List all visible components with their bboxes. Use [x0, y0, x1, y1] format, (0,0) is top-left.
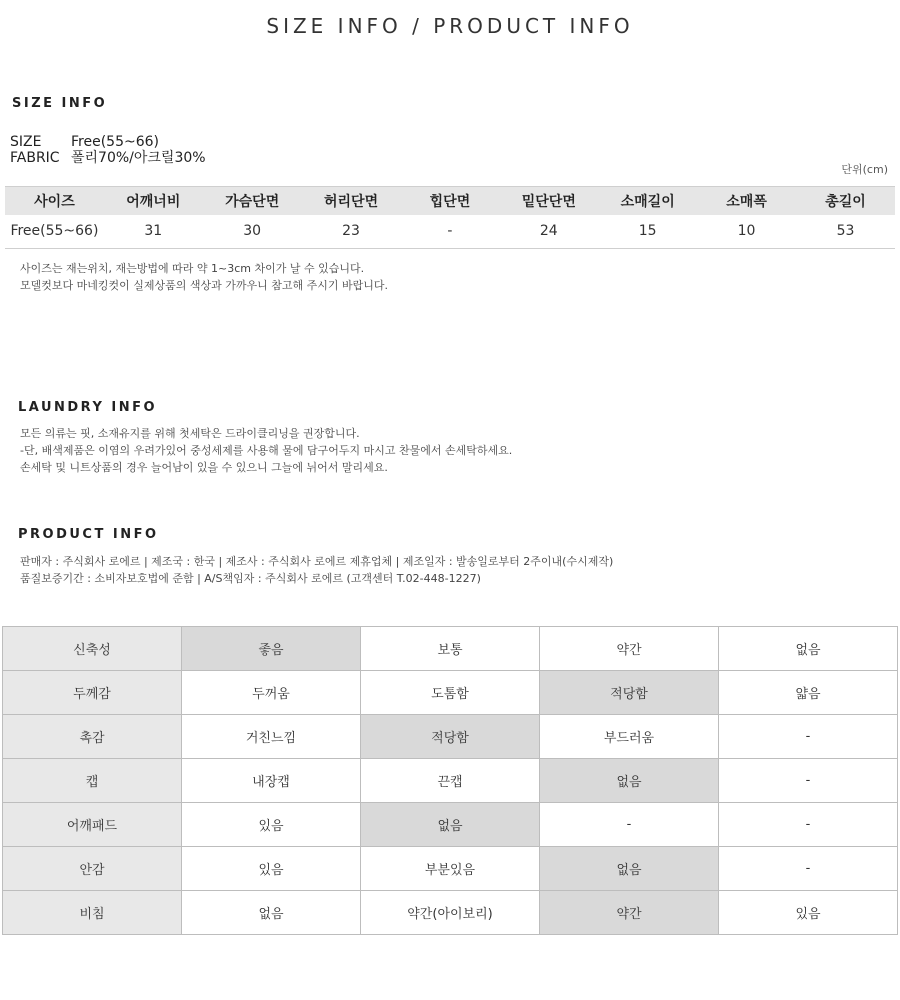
attribute-option: 끈캡 [361, 759, 540, 803]
size-value: Free(55~66) [71, 134, 159, 150]
size-header-cell: 허리단면 [302, 187, 401, 215]
fabric-spec [10, 150, 206, 166]
size-cell: 31 [104, 215, 203, 249]
laundry-line: -단, 배색제품은 이염의 우려가있어 중성세제를 사용해 물에 담구어두지 마시고 찬물에서 손세탁하세요. [20, 444, 513, 457]
size-note-line: 사이즈는 재는위치, 재는방법에 따라 약 1~3cm 차이가 날 수 있습니다. [20, 262, 365, 275]
laundry-line: 손세탁 및 니트상품의 경우 늘어남이 있을 수 있으니 그늘에 뉘어서 말리세요. [20, 461, 388, 474]
size-header-cell: 소매길이 [598, 187, 697, 215]
attribute-option-selected: 없음 [361, 803, 540, 847]
attribute-option: 내장캡 [182, 759, 361, 803]
size-header-cell: 어깨너비 [104, 187, 203, 215]
table-row [3, 759, 898, 803]
attribute-option: - [540, 803, 719, 847]
attribute-name: 안감 [3, 847, 182, 891]
attribute-option: 있음 [182, 803, 361, 847]
size-table-header-row [5, 187, 895, 215]
size-label: SIZE [10, 134, 42, 150]
table-row [3, 803, 898, 847]
size-header-cell: 사이즈 [5, 187, 104, 215]
attribute-option: 부드러움 [540, 715, 719, 759]
attribute-option-selected: 없음 [540, 759, 719, 803]
size-cell: 23 [302, 215, 401, 249]
attribute-option: 있음 [719, 891, 898, 935]
size-cell: 15 [598, 215, 697, 249]
attribute-option: 있음 [182, 847, 361, 891]
table-row [5, 215, 895, 249]
table-row [3, 671, 898, 715]
attribute-option: 약간 [540, 627, 719, 671]
attribute-option-selected: 좋음 [182, 627, 361, 671]
size-notes [20, 260, 388, 294]
size-header-cell: 총길이 [796, 187, 895, 215]
attribute-name: 캡 [3, 759, 182, 803]
product-line: 품질보증기간 : 소비자보호법에 준함 | A/S책임자 : 주식회사 로에르 (고객센터 T.02-448-1227) [20, 572, 481, 585]
size-header-cell: 힙단면 [401, 187, 500, 215]
laundry-line: 모든 의류는 핏, 소재유지를 위해 첫세탁은 드라이클리닝을 권장합니다. [20, 427, 360, 440]
attribute-option: 부분있음 [361, 847, 540, 891]
product-info-title: PRODUCT INFO [18, 527, 159, 542]
page-title: SIZE INFO / PRODUCT INFO [266, 14, 634, 38]
size-header-cell: 소매폭 [697, 187, 796, 215]
table-row [3, 891, 898, 935]
unit-label: 단위(cm) [841, 163, 888, 176]
product-line: 판매자 : 주식회사 로에르 | 제조국 : 한국 | 제조사 : 주식회사 로에르 제휴업체 | 제조일자 : 발송일로부터 2주이내(수시제작) [20, 555, 614, 568]
attribute-table [2, 626, 898, 935]
attribute-option: 약간(아이보리) [361, 891, 540, 935]
fabric-label: FABRIC [10, 150, 60, 166]
attribute-option: 거친느낌 [182, 715, 361, 759]
size-table [5, 186, 895, 249]
size-cell: 24 [499, 215, 598, 249]
attribute-name: 두께감 [3, 671, 182, 715]
attribute-option: - [719, 759, 898, 803]
attribute-option: - [719, 803, 898, 847]
attribute-option: 없음 [182, 891, 361, 935]
attribute-option-selected: 적당함 [361, 715, 540, 759]
size-cell: - [401, 215, 500, 249]
size-header-cell: 가슴단면 [203, 187, 302, 215]
table-row [3, 847, 898, 891]
attribute-name: 신축성 [3, 627, 182, 671]
attribute-option-selected: 없음 [540, 847, 719, 891]
product-notes [20, 553, 613, 587]
attribute-option: - [719, 715, 898, 759]
size-header-cell: 밑단단면 [499, 187, 598, 215]
size-spec [10, 134, 159, 150]
laundry-info-title: LAUNDRY INFO [18, 400, 158, 415]
size-note-line: 모델컷보다 마네킹컷이 실제상품의 색상과 가까우니 참고해 주시기 바랍니다. [20, 279, 389, 292]
attribute-option: 두꺼움 [182, 671, 361, 715]
attribute-name: 어깨패드 [3, 803, 182, 847]
attribute-name: 촉감 [3, 715, 182, 759]
size-cell: 30 [203, 215, 302, 249]
table-row [3, 715, 898, 759]
fabric-value: 폴리70%/아크릴30% [71, 150, 206, 166]
attribute-option: 얇음 [719, 671, 898, 715]
size-info-title: SIZE INFO [12, 96, 108, 111]
attribute-option: - [719, 847, 898, 891]
laundry-notes [20, 425, 512, 476]
size-cell: Free(55~66) [5, 215, 104, 249]
size-cell: 53 [796, 215, 895, 249]
table-row [3, 627, 898, 671]
size-cell: 10 [697, 215, 796, 249]
attribute-option-selected: 적당함 [540, 671, 719, 715]
attribute-option-selected: 약간 [540, 891, 719, 935]
attribute-option: 없음 [719, 627, 898, 671]
attribute-option: 보통 [361, 627, 540, 671]
attribute-option: 도톰함 [361, 671, 540, 715]
attribute-name: 비침 [3, 891, 182, 935]
